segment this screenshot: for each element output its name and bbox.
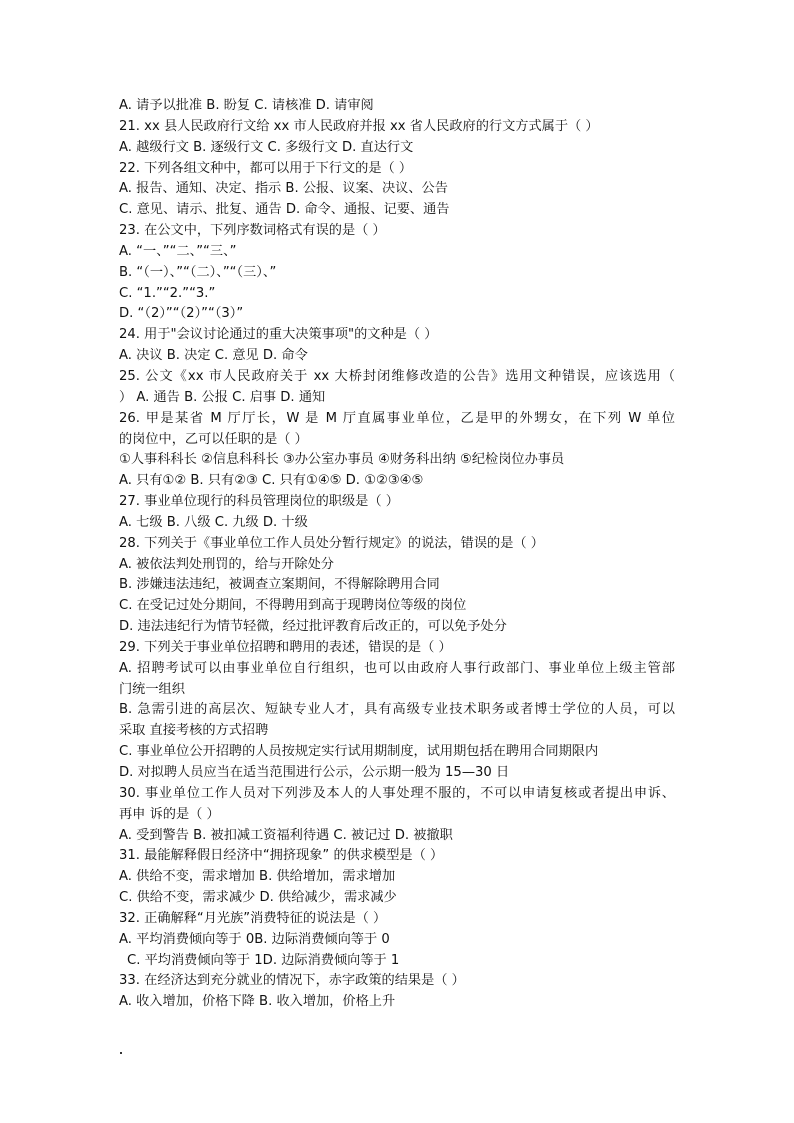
q23-option-b: B. “（一）、”“（二）、”“（三）、” — [119, 264, 277, 280]
q29-option-a-line1: A. 招聘考试可以由事业单位自行组织，也可以由政府人事行政部门、事业单位上级主管部 — [119, 660, 675, 676]
q28-option-b: B. 涉嫌违法违纪，被调查立案期间，不得解除聘用合同 — [119, 577, 440, 593]
q23-option-a: A. “一、”“二、”“三、” — [119, 243, 237, 259]
q22-question: 22. 下列各组文种中，都可以用于下行文的是（ ） — [119, 160, 413, 176]
q32-question: 32. 正确解释“月光族”消费特征的说法是（ ） — [119, 910, 387, 926]
q22-options-cd: C. 意见、请示、批复、通告 D. 命令、通报、记要、通告 — [119, 202, 450, 218]
q28-question: 28. 下列关于《事业单位工作人员处分暂行规定》的说法，错误的是（ ） — [119, 535, 544, 551]
q27-options: A. 七级 B. 八级 C. 九级 D. 十级 — [119, 514, 308, 530]
q26-question-line2: 的岗位中，乙可以任职的是（ ） — [119, 431, 308, 447]
q29-option-a-line2: 门统一组织 — [119, 681, 185, 697]
q31-options-ab: A. 供给不变，需求增加 B. 供给增加，需求增加 — [119, 869, 396, 885]
q28-option-a: A. 被依法判处刑罚的，给与开除处分 — [119, 556, 334, 572]
q26-question-line1: 26. 甲是某省 M 厅厅长，W 是 M 厅直属事业单位，乙是甲的外甥女，在下列 W 单位 — [119, 410, 675, 426]
q20-options: A. 请予以批准 B. 盼复 C. 请核准 D. 请审阅 — [119, 98, 374, 113]
q33-options-ab: A. 收入增加，价格下降 B. 收入增加，价格上升 — [119, 994, 396, 1010]
q21-options: A. 越级行文 B. 逐级行文 C. 多级行文 D. 直达行文 — [119, 139, 414, 155]
q22-options-ab: A. 报告、通知、决定、指示 B. 公报、议案、决议、公告 — [119, 181, 448, 197]
q23-option-d: D. “（2）”“（2）”“（3）” — [119, 306, 244, 322]
q28-option-c: C. 在受记过处分期间，不得聘用到高于现聘岗位等级的岗位 — [119, 598, 467, 614]
q32-options-cd: C. 平均消费倾向等于 1D. 边际消费倾向等于 1 — [127, 952, 400, 968]
q31-options-cd: C. 供给不变，需求减少 D. 供给减少，需求减少 — [119, 890, 397, 906]
q27-question: 27. 事业单位现行的科员管理岗位的职级是（ ） — [119, 494, 399, 510]
q25-question: 25. 公文《xx 市人民政府关于 xx 大桥封闭维修改造的公告》选用文种错误，应该选用（ — [119, 368, 675, 384]
q29-option-b-line2: 采取 直接考核的方式招聘 — [119, 723, 269, 739]
q25-options: ） A. 通告 B. 公报 C. 启事 D. 通知 — [119, 389, 326, 405]
q24-question: 24. 用于"会议讨论通过的重大决策事项"的文种是（ ） — [119, 327, 438, 343]
q33-question: 33. 在经济达到充分就业的情况下，赤字政策的结果是（ ） — [119, 973, 465, 989]
footer-mark — [120, 1052, 122, 1054]
q29-question: 29. 下列关于事业单位招聘和聘用的表述，错误的是（ ） — [119, 639, 452, 655]
q29-option-c: C. 事业单位公开招聘的人员按规定实行试用期制度，试用期包括在聘用合同期限内 — [119, 744, 599, 760]
q28-option-d: D. 违法违纪行为情节轻微，经过批评教育后改正的，可以免予处分 — [119, 619, 507, 635]
q30-options: A. 受到警告 B. 被扣减工资福利待遇 C. 被记过 D. 被撤职 — [119, 827, 453, 843]
q30-question-line1: 30. 事业单位工作人员对下列涉及本人的人事处理不服的，不可以申请复核或者提出申诉、 — [119, 785, 675, 801]
q26-positions: ①人事科科长 ②信息科科长 ③办公室办事员 ④财务科出纳 ⑤纪检岗位办事员 — [119, 452, 565, 468]
q23-question: 23. 在公文中，下列序数词格式有误的是（ ） — [119, 223, 386, 239]
q23-option-c: C. “1.”“2.”“3.” — [119, 285, 216, 301]
q21-question: 21. xx 县人民政府行文给 xx 市人民政府并报 xx 省人民政府的行文方式属于（ ） — [119, 118, 599, 134]
document-page — [119, 96, 675, 1013]
q31-question: 31. 最能解释假日经济中“拥挤现象” 的供求模型是（ ） — [119, 848, 444, 864]
q24-options: A. 决议 B. 决定 C. 意见 D. 命令 — [119, 348, 308, 364]
q32-options-ab: A. 平均消费倾向等于 0B. 边际消费倾向等于 0 — [119, 931, 390, 947]
q26-options: A. 只有①② B. 只有②③ C. 只有①④⑤ D. ①②③④⑤ — [119, 473, 424, 489]
q29-option-b-line1: B. 急需引进的高层次、短缺专业人才，具有高级专业技术职务或者博士学位的人员，可以 — [119, 702, 675, 718]
q29-option-d: D. 对拟聘人员应当在适当范围进行公示，公示期一般为 15—30 日 — [119, 765, 510, 780]
q30-question-line2: 再申 诉的是（ ） — [119, 806, 220, 822]
